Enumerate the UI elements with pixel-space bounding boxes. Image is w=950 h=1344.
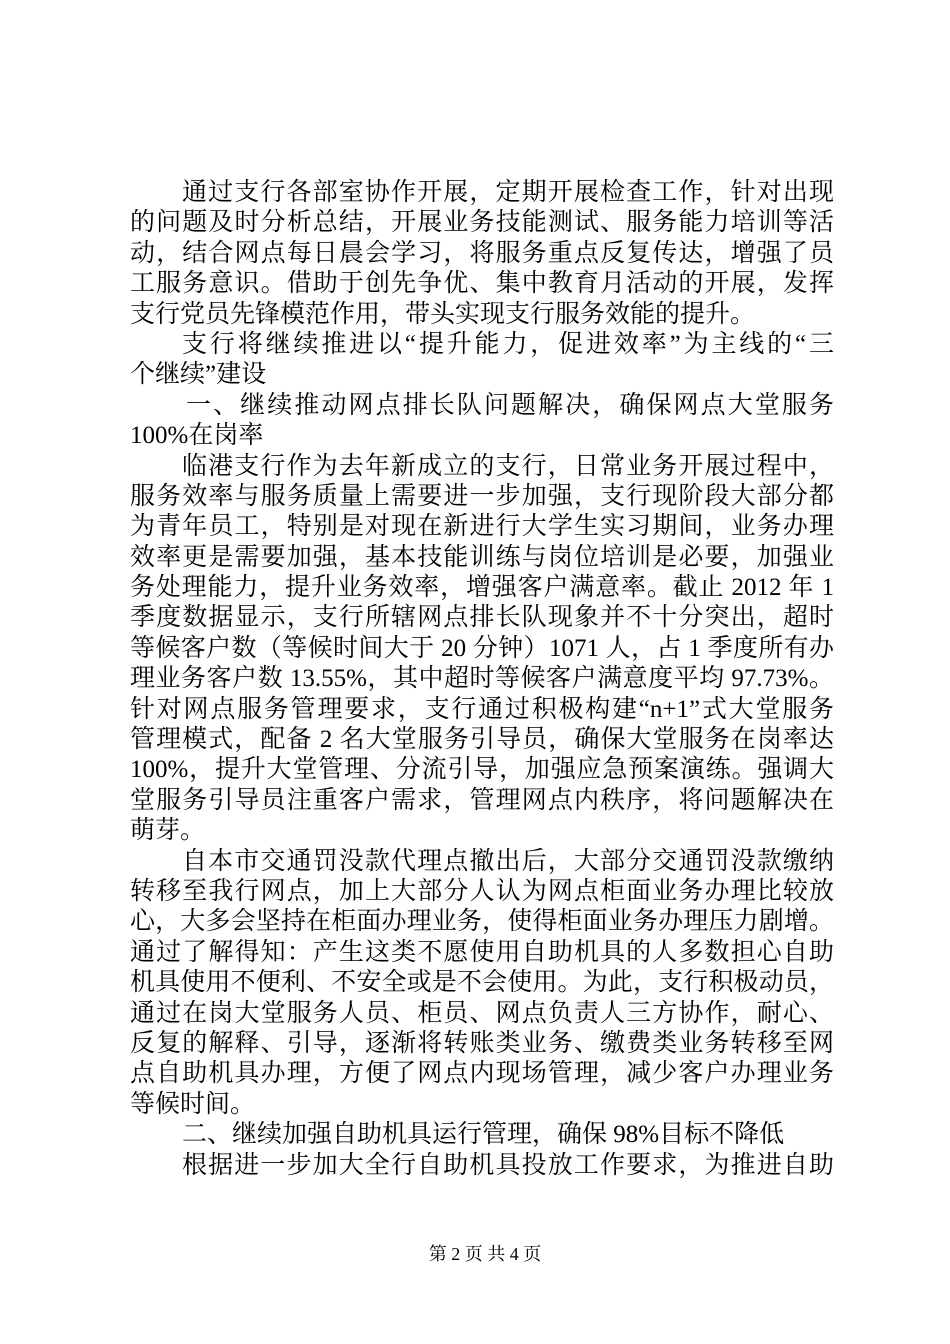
text-line: 工服务意识。借助于创先争优、集中教育月活动的开展，发挥 bbox=[130, 270, 834, 298]
text-line: 机具使用不便利、不安全或是不会使用。为此，支行积极动员， bbox=[130, 969, 834, 997]
text-line: 理业务客户数 13.55%，其中超时等候客户满意度平均 97.73%。 bbox=[130, 665, 834, 693]
text-line: 自本市交通罚没款代理点撤出后，大部分交通罚没款缴纳 bbox=[182, 847, 834, 875]
section-heading bbox=[130, 391, 834, 452]
text-line: 的问题及时分析总结，开展业务技能测试、服务能力培训等活 bbox=[130, 209, 834, 237]
text-line: 等候时间。 bbox=[130, 1090, 256, 1118]
text-line: 心，大多会坚持在柜面办理业务，使得柜面业务办理压力剧增。 bbox=[130, 908, 834, 936]
text-line: 通过支行各部室协作开展，定期开展检查工作，针对出现 bbox=[182, 179, 834, 206]
text-line: 根据进一步加大全行自助机具投放工作要求，为推进自助 bbox=[182, 1151, 834, 1179]
text-line: 管理模式，配备 2 名大堂服务引导员，确保大堂服务在岗率达 bbox=[130, 726, 834, 754]
text-line: 为青年员工，特别是对现在新进行大学生实习期间，业务办理 bbox=[130, 513, 834, 541]
text-line: 动，结合网点每日晨会学习，将服务重点反复传达，增强了员 bbox=[130, 239, 834, 267]
paragraph bbox=[130, 452, 834, 847]
text-line: 堂服务引导员注重客户需求，管理网点内秩序，将问题解决在 bbox=[130, 786, 834, 814]
text-line: 100%，提升大堂管理、分流引导，加强应急预案演练。强调大 bbox=[130, 756, 834, 784]
text-line: 通过了解得知：产生这类不愿使用自助机具的人多数担心自助 bbox=[130, 938, 834, 966]
text-line: 针对网点服务管理要求，支行通过积极构建“n+1”式大堂服务 bbox=[130, 695, 834, 723]
text-line: 转移至我行网点，加上大部分人认为网点柜面业务办理比较放 bbox=[130, 877, 834, 905]
text-line: 支行党员先锋模范作用，带头实现支行服务效能的提升。 bbox=[130, 300, 756, 328]
text-line: 萌芽。 bbox=[130, 817, 206, 845]
text-line: 一、继续推动网点排长队问题解决，确保网点大堂服务 bbox=[186, 391, 834, 419]
text-line: 通过在岗大堂服务人员、柜员、网点负责人三方协作，耐心、 bbox=[130, 999, 834, 1027]
paragraph bbox=[130, 1151, 834, 1181]
text-line: 个继续”建设 bbox=[130, 361, 267, 389]
text-line: 效率更是需要加强，基本技能训练与岗位培训是必要，加强业 bbox=[130, 543, 834, 571]
text-line: 支行将继续推进以“提升能力，促进效率”为主线的“三 bbox=[182, 330, 834, 358]
paragraph bbox=[130, 847, 834, 1121]
text-line: 100%在岗率 bbox=[130, 422, 264, 450]
page-number-footer: 第 2 页 共 4 页 bbox=[428, 1244, 542, 1264]
text-line: 二、继续加强自助机具运行管理，确保 98%目标不降低 bbox=[182, 1121, 785, 1149]
text-line: 服务效率与服务质量上需要进一步加强，支行现阶段大部分都 bbox=[130, 482, 834, 510]
section-heading bbox=[130, 1120, 834, 1150]
paragraph bbox=[130, 330, 834, 391]
document-body bbox=[130, 178, 834, 1181]
text-line: 反复的解释、引导，逐渐将转账类业务、缴费类业务转移至网 bbox=[130, 1029, 834, 1057]
text-line: 季度数据显示，支行所辖网点排长队现象并不十分突出，超时 bbox=[130, 604, 834, 632]
paragraph bbox=[130, 178, 834, 330]
text-line: 点自助机具办理，方便了网点内现场管理，减少客户办理业务 bbox=[130, 1060, 834, 1088]
text-line: 务处理能力，提升业务效率，增强客户满意率。截止 2012 年 1 bbox=[130, 574, 834, 602]
text-line: 临港支行作为去年新成立的支行，日常业务开展过程中， bbox=[182, 452, 834, 480]
text-line: 等候客户数（等候时间大于 20 分钟）1071 人，占 1 季度所有办 bbox=[130, 634, 834, 662]
